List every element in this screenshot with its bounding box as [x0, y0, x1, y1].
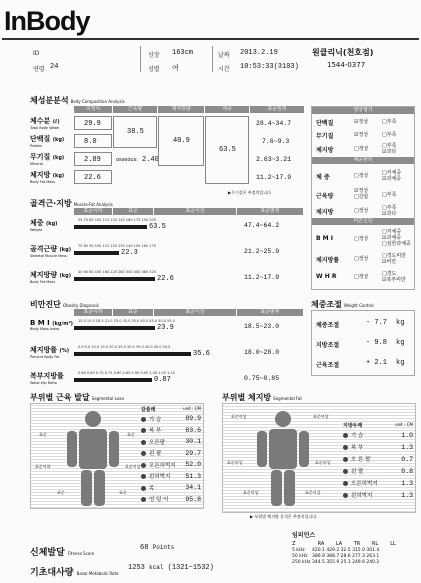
col-range: 표준범위	[250, 106, 304, 113]
obesity-scale: 0.60 0.65 0.70 0.75 0.80 0.85 0.90 0.95 1.00 1.05 1.10	[78, 371, 175, 375]
mineral-range: 2.63~3.21	[256, 156, 292, 163]
bullet-icon	[141, 428, 146, 433]
muscle-value: 38.5	[127, 128, 144, 136]
mineral-value: 2.89	[84, 156, 101, 164]
musclefat-bar	[74, 251, 119, 255]
control-label: 근육조절	[316, 362, 340, 369]
musclefat-row-label: 체지방량 (kg) Body Fat Mass	[30, 271, 71, 284]
time-label: 시간	[218, 66, 230, 73]
fat-list	[343, 422, 413, 501]
eval-option: ☑정상	[354, 132, 369, 138]
fat-value: 22.6	[84, 174, 101, 182]
impedance-title: 임피던스	[292, 532, 316, 539]
date-value: 2013.2.19	[240, 49, 278, 57]
fat-item: 오른허벅지 1.3	[343, 477, 413, 489]
musclefat-bar-value: 63.5	[149, 223, 166, 231]
musclefat-range: 11.2~17.9	[244, 274, 280, 281]
eval-option: □부족	[382, 143, 397, 149]
control-value: - 7.7	[366, 319, 388, 327]
control-value: + 2.1	[366, 359, 388, 367]
obesity-scale: 10.0 15.0 18.5 21.0 25.0 30.0 35.0 40.0 45.0 50.0 55.0	[78, 319, 175, 323]
composition-table	[30, 106, 304, 188]
row-label-fat: 체지방 (kg) Body Fat Mass	[30, 171, 65, 184]
eval-option: ☑과체중	[382, 176, 401, 182]
lean-item: 복 부 83.6	[141, 425, 201, 437]
col-weight: 체중	[205, 106, 249, 113]
musclefat-row-label: 체중 (kg) Weight	[30, 219, 58, 232]
col-measured: 측정치	[74, 106, 112, 113]
bmr-value: 1253 kcal (1321~1532)	[128, 564, 214, 572]
bullet-icon	[141, 417, 146, 422]
height-label: 신장	[148, 52, 160, 59]
water-value: 29.9	[84, 120, 101, 128]
control-panel	[311, 310, 415, 376]
row-label-water: 체수분 (ℓ) Total Body Water	[30, 117, 60, 130]
clinic-name: 원클리닉(천호점)	[312, 48, 374, 57]
fat-item: 왼허벅지 1.3	[343, 489, 413, 501]
bullet-icon	[141, 486, 146, 491]
obesity-row-label: 복부지방률 Waist-Hip Ratio	[30, 372, 64, 385]
water-range: 28.4~34.7	[256, 120, 292, 127]
eval-option: ☑비만	[382, 259, 397, 265]
fat-unit: unit : CM	[395, 422, 413, 427]
eval-option: □부족	[382, 132, 397, 138]
obesity-row-label: B M I (kg/m²) Body Mass Index	[30, 319, 73, 331]
eval-title: 영양평가	[312, 107, 414, 114]
osseous-label: osseous:	[116, 157, 138, 163]
lean-list	[141, 406, 201, 505]
fitness-value: 68 Points	[140, 544, 175, 552]
obesity-range: 18.0~28.0	[244, 349, 280, 356]
weight-value: 63.5	[219, 146, 236, 154]
eval-option: □정상	[354, 236, 369, 242]
header-divider	[140, 46, 141, 72]
eval-option: □정상	[354, 146, 369, 152]
lean-high-label: 표준이상	[125, 464, 141, 469]
obesity-title: 비만진단 Obesity Diagnosis	[30, 300, 99, 309]
musclefat-row-label: 골격근량 (kg) Skeletal Muscle Mass	[30, 245, 71, 258]
impedance-z: Z	[292, 541, 296, 547]
eval-label: 체 중	[316, 174, 330, 181]
lean-item: 오른허벅지 52.0	[141, 459, 201, 471]
bullet-icon	[343, 445, 348, 450]
lean-list-title: 갈를레	[141, 407, 156, 413]
row-label-protein: 단백질 (kg) Protein	[30, 135, 65, 148]
eval-label: B M I	[316, 235, 333, 242]
clinic-phone: 1544-0377	[327, 61, 366, 69]
impedance-header	[292, 541, 416, 547]
control-unit: kg	[396, 359, 405, 367]
ob-col-low: 표준이하	[74, 309, 112, 316]
control-label: 지방조절	[316, 342, 340, 349]
obesity-eval-title: 비만진단	[312, 218, 414, 225]
obesity-bar	[74, 326, 155, 330]
fat-item: 왼 팔 0.8	[343, 465, 413, 477]
obesity-bar-value: 0.87	[154, 376, 171, 384]
lean-std-label: 표준	[57, 490, 65, 495]
eval-label: 무기질	[316, 133, 334, 140]
fat-items	[343, 429, 413, 501]
header-divider	[212, 46, 213, 72]
weight-mgmt-title: 체중관리	[312, 157, 414, 164]
fat-high-label: 표준이상	[231, 414, 247, 419]
impedance-row: 250 kHz 344.5 355.9 25.1 249.6 240.2	[292, 560, 380, 565]
ob-col-std: 표준	[113, 309, 153, 316]
obesity-bar	[74, 378, 152, 382]
date-label: 날짜	[218, 52, 230, 59]
bullet-icon	[141, 451, 146, 456]
lean-item: 오른팔 30.1	[141, 436, 201, 448]
mf-col-high: 표준이상	[154, 208, 236, 215]
impedance-row: 5 kHz 420.1 429.2 32.5 315.0 301.4	[292, 548, 380, 553]
eval-label: 체지방	[316, 147, 334, 154]
impedance-panel	[292, 530, 416, 565]
eval-option: □정상	[354, 173, 369, 179]
bullet-icon	[343, 457, 348, 462]
fat-high-label: 표준이상	[315, 460, 331, 465]
time-value: 10:53:33(3103)	[240, 63, 299, 71]
fat-item: 가 슴 1.0	[343, 429, 413, 441]
bullet-icon	[141, 497, 146, 502]
lean-item: 목 34.1	[141, 482, 201, 494]
obesity-bar-value: 23.9	[157, 324, 174, 332]
fat-high-label: 표준이상	[313, 414, 329, 419]
id-label: ID	[33, 50, 40, 57]
bullet-icon	[343, 469, 348, 474]
lean-unit: unit : CM	[183, 406, 201, 411]
lean-std-label: 표준	[127, 432, 135, 437]
evaluation-panel	[311, 106, 415, 290]
eval-option: ☑과다	[382, 211, 397, 217]
impedance-col: LA	[335, 541, 343, 547]
lean-low-label: 표준이하	[35, 464, 51, 469]
eval-option: ☑복부비만	[382, 277, 406, 283]
eval-option: □정상	[354, 274, 369, 280]
gender-label: 성별	[148, 66, 160, 73]
fat-range: 11.2~17.9	[256, 174, 292, 181]
lean-item: 가 슴 89.9	[141, 413, 201, 425]
control-label: 체중조절	[316, 322, 340, 329]
age-value: 24	[50, 63, 59, 71]
musclefat-title: 골격근·지방 Muscle-Fat Analysis	[30, 199, 113, 208]
eval-label: 단백질	[316, 120, 334, 127]
obesity-range: 18.5~23.0	[244, 323, 280, 330]
lean-item: 엉 덩 이 95.8	[141, 494, 201, 506]
lean-items	[141, 413, 201, 505]
protein-range: 7.6~9.3	[262, 138, 290, 145]
eval-option: ☑과다	[382, 149, 397, 155]
eval-option: ☑정상	[354, 188, 369, 194]
height-value: 163cm	[172, 49, 194, 57]
eval-option: ☑과체중	[382, 235, 401, 241]
bullet-icon	[343, 493, 348, 498]
bullet-icon	[141, 440, 146, 445]
bullet-icon	[141, 474, 146, 479]
lean-title: 부위별 근육 발달 Segmental Lean	[30, 393, 125, 402]
eval-option: □정상	[354, 208, 369, 214]
fat-high-label: 표준이상	[305, 490, 321, 495]
eval-label: W H R	[316, 273, 337, 280]
col-muscle: 근육량	[113, 106, 157, 113]
musclefat-range: 47.4~64.2	[244, 222, 280, 229]
fat-title: 부위별 체지방 Segmental Fat	[222, 393, 302, 402]
fat-list-title: 지방두께	[343, 423, 363, 429]
mf-col-low: 표준이하	[74, 208, 112, 215]
fat-panel	[222, 403, 416, 513]
control-unit: kg	[396, 319, 405, 327]
obesity-bar	[74, 352, 191, 356]
impedance-row: 50 kHz 386.9 388.7 28.6 277.3 263.1	[292, 554, 380, 559]
fat-footnote: ▶ 부위별 체지방 분석은 추정치입니다.	[250, 514, 318, 519]
impedance-col: RL	[371, 541, 379, 547]
bullet-icon	[343, 481, 348, 486]
gender-value: 여	[172, 65, 179, 73]
eval-option: □부족	[382, 119, 397, 125]
control-unit: kg	[396, 339, 405, 347]
composition-footnote: ▶무기질은 추정치입니다	[228, 190, 271, 195]
lean-item: 왼허벅지 51.3	[141, 471, 201, 483]
ob-col-high: 표준이상	[154, 309, 236, 316]
protein-value: 8.0	[84, 138, 97, 146]
impedance-col: TR	[353, 541, 361, 547]
eval-label: 체지방률	[316, 257, 340, 264]
lean-std-label: 표준	[119, 490, 127, 495]
eval-option: □부족	[382, 192, 397, 198]
lean-panel	[30, 403, 204, 509]
fat-item: 오 른 팔 0.7	[343, 453, 413, 465]
eval-label: 근육량	[316, 193, 334, 200]
composition-title: 체성분분석 Body Composition Analysis	[30, 96, 125, 105]
eval-option: □저체중	[382, 229, 402, 235]
fat-high-label: 표준이상	[243, 490, 259, 495]
obesity-range: 0.75~0.85	[244, 375, 280, 382]
ffm-value: 40.9	[173, 137, 190, 145]
obesity-scale: 0.0 5.0 10.0 15.0 20.0 25.0 30.0 35.0 40.0 45.0 50.0	[78, 345, 171, 349]
eval-option: □저체중	[382, 170, 402, 176]
ob-col-range: 표준범위	[237, 309, 303, 316]
eval-option: □경도비만	[382, 253, 407, 259]
obesity-bar-value: 35.6	[193, 350, 210, 358]
impedance-col: LL	[390, 541, 396, 547]
impedance-col: RA	[317, 541, 325, 547]
eval-option: □부족	[382, 205, 397, 211]
mf-col-std: 표준	[113, 208, 153, 215]
mf-col-range: 표준범위	[237, 208, 303, 215]
musclefat-bar-value: 22.3	[121, 249, 138, 257]
lean-std-label: 표준	[39, 432, 47, 437]
control-value: - 9.8	[366, 339, 388, 347]
bullet-icon	[343, 433, 348, 438]
logo-divider	[2, 38, 419, 40]
lean-item: 왼 팔 29.7	[141, 448, 201, 460]
eval-option: □강함	[354, 194, 369, 200]
fat-item: 복 부 1.3	[343, 441, 413, 453]
bullet-icon	[141, 463, 146, 468]
musclefat-scale: 40 60 80 100 160 220 280 340 400 460 520	[78, 270, 156, 274]
obesity-row-label: 체지방률 (%) Percent Body Fat	[30, 346, 70, 359]
eval-label: 체지방	[316, 209, 334, 216]
musclefat-scale: 55 70 85 100 115 130 145 160 175 190 205	[78, 218, 156, 222]
bmr-label: 기초대사량 Basal Metabolic Rate	[30, 568, 119, 578]
eval-option: □경도	[382, 271, 397, 277]
eval-option: □정상	[354, 256, 369, 262]
control-title: 체중조절 Weight Control	[311, 300, 374, 309]
eval-option: □심한과체중	[382, 241, 411, 247]
fitness-label: 신체발달 Fitness Score	[30, 548, 95, 558]
fat-high-label: 표준이상	[227, 460, 243, 465]
osseous-value: 2.40	[142, 156, 159, 164]
col-ffm: 제지방량	[158, 106, 204, 113]
inbody-logo: InBody	[4, 6, 90, 36]
musclefat-scale: 70 80 90 100 110 120 130 140 150 160 170	[78, 244, 156, 248]
musclefat-bar	[74, 225, 147, 229]
row-label-mineral: 무기질 (kg) Mineral	[30, 153, 65, 166]
musclefat-bar	[74, 277, 155, 281]
eval-option: ☑정상	[354, 119, 369, 125]
musclefat-range: 21.2~25.9	[244, 248, 280, 255]
age-label: 연령	[33, 66, 45, 73]
musclefat-bar-value: 22.6	[157, 275, 174, 283]
